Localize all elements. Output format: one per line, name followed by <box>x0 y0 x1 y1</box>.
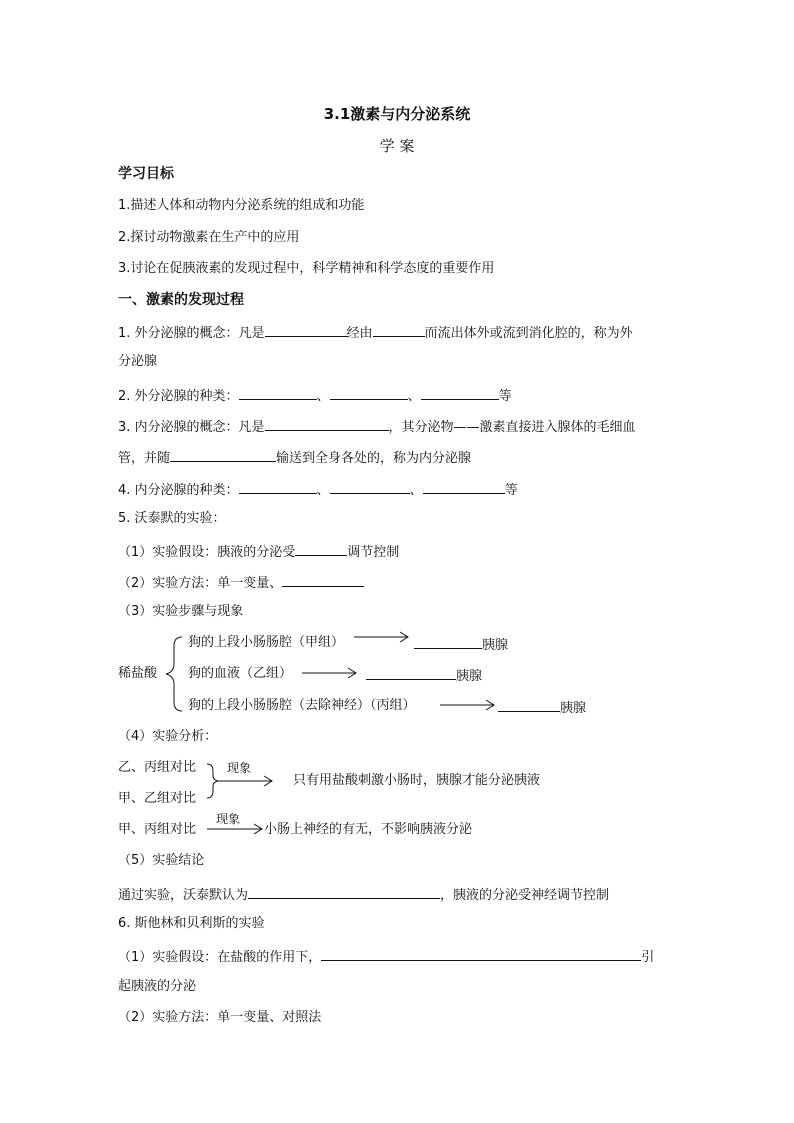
q6-hypothesis: （1）实验假设：在盐酸的作用下， 引 <box>118 947 654 966</box>
goal-item: 2.探讨动物激素在生产中的应用 <box>118 230 300 245</box>
question-3: 3. 内分泌腺的概念：凡是 ，其分泌物——激素直接进入腺体的毛细血 <box>118 417 636 436</box>
question-3-cont: 管，并随 输送到全身各处的，称为内分泌腺 <box>118 448 471 467</box>
q6-hypothesis-cont: 起胰液的分泌 <box>118 979 197 994</box>
group-result: 胰腺 <box>366 666 482 685</box>
question-4: 4. 内分泌腺的种类： 、 、 等 <box>118 480 518 499</box>
arrow-caption: 现象 <box>227 761 252 775</box>
group-row: 狗的上段小肠肠腔（甲组） <box>188 635 345 650</box>
question-2: 2. 外分泌腺的种类： 、 、 等 <box>118 386 512 405</box>
fill-blank[interactable] <box>414 635 482 649</box>
q5-steps: （3）实验步骤与现象 <box>118 604 244 619</box>
q5-method: （2）实验方法：单一变量、 <box>118 573 364 592</box>
analysis-result: 小肠上神经的有无，不影响胰液分泌 <box>264 822 473 837</box>
q5-conclusion-heading: （5）实验结论 <box>118 853 205 868</box>
goals-heading: 学习目标 <box>118 166 174 182</box>
group-result: 胰腺 <box>498 698 586 717</box>
page-subtitle: 学 案 <box>379 137 415 155</box>
question-5-heading: 5. 沃泰默的实验： <box>118 511 226 526</box>
group-row: 狗的血液（乙组） <box>188 666 293 681</box>
comparison-label: 乙、丙组对比 <box>118 760 197 775</box>
goal-item: 3.讨论在促胰液素的发现过程中，科学精神和科学态度的重要作用 <box>118 261 495 276</box>
brace-icon <box>166 637 182 711</box>
fill-blank[interactable] <box>248 885 440 899</box>
q6-method: （2）实验方法：单一变量、对照法 <box>118 1010 322 1025</box>
comparison-label: 甲、乙组对比 <box>118 791 197 806</box>
fill-blank[interactable] <box>321 947 641 961</box>
q5-conclusion: 通过实验，沃泰默认为 ，胰液的分泌受神经调节控制 <box>118 885 609 904</box>
q5-hypothesis: （1）实验假设：胰液的分泌受 调节控制 <box>118 542 399 561</box>
analysis-result: 只有用盐酸刺激小肠时，胰腺才能分泌胰液 <box>293 773 541 788</box>
goal-item: 1.描述人体和动物内分泌系统的组成和功能 <box>118 198 365 213</box>
fill-blank[interactable] <box>498 698 560 712</box>
group-result: 胰腺 <box>414 635 508 654</box>
fill-blank[interactable] <box>366 666 456 680</box>
comparison-label: 甲、丙组对比 <box>118 822 197 837</box>
question-1: 1. 外分泌腺的概念：凡是 经由 而流出体外或流到消化腔的，称为外 <box>118 323 633 342</box>
group-row: 狗的上段小肠肠腔（去除神经）（丙组） <box>188 698 416 713</box>
question-1-cont: 分泌腺 <box>118 354 158 369</box>
page-title: 3.1激素与内分泌系统 <box>323 105 471 123</box>
acid-label: 稀盐酸 <box>118 666 158 681</box>
arrow-caption: 现象 <box>216 812 241 826</box>
q5-analysis: （4）实验分析： <box>118 729 218 744</box>
question-6-heading: 6. 斯他林和贝利斯的实验 <box>118 916 265 931</box>
section-heading: 一、激素的发现过程 <box>118 292 244 308</box>
